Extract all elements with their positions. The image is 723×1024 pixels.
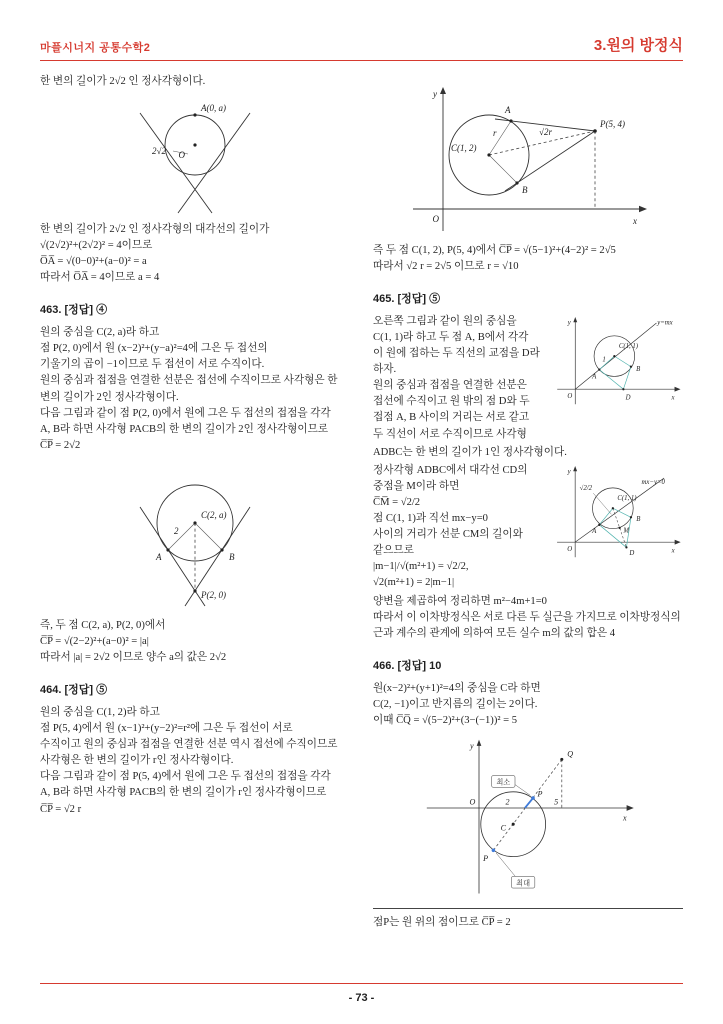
max-label: 최대 <box>515 878 530 888</box>
leader-min <box>515 784 530 795</box>
text-line: 점 P(5, 4)에서 원 (x−1)²+(y−2)²=r²에 그은 두 접선이 서로 <box>40 723 293 735</box>
solution-465-block1 <box>373 314 545 443</box>
text-line: 따라서 √2 r = 2√5 이므로 r = √10 <box>373 261 519 273</box>
label-line: mx−y=0 <box>641 478 665 486</box>
solution-466-body <box>373 681 683 729</box>
chapter-title: 3.원의 방정식 <box>593 37 683 54</box>
radius-CA <box>489 121 511 155</box>
text-line: 접점 A, B 사이의 거리는 서로 같고 <box>373 412 530 424</box>
two-column-layout <box>40 74 683 931</box>
left-column <box>40 74 350 931</box>
text-line: 접선에 수직이고 원 밖의 점 D와 두 <box>373 396 530 408</box>
text-line: 두 직선이 서로 수직이므로 사각형 <box>373 428 527 440</box>
label-O: O <box>567 545 573 553</box>
point-C <box>511 822 514 825</box>
text-line: 즉, 두 점 C(2, a), P(2, 0)에서 <box>40 619 166 631</box>
label-B: B <box>636 366 641 374</box>
y-axis-arrow <box>573 466 577 471</box>
figure-464-circle-axes <box>403 81 653 236</box>
point-C <box>487 153 490 156</box>
text-line: 점 C(1, 1)과 직선 mx−y=0 <box>373 513 488 525</box>
label-x: x <box>622 813 627 823</box>
intro-line: 한 변의 길이가 2√2 인 정사각형이다. <box>40 76 206 87</box>
book-title: 마플시너지 공통수학2 <box>40 42 151 54</box>
solution-465-row1 <box>373 314 683 443</box>
label-y: y <box>567 319 571 327</box>
radius-CA <box>168 523 195 550</box>
label-A: A(0, a) <box>201 103 226 114</box>
label-y: y <box>567 468 571 476</box>
text-line: 원의 중심을 C(2, a)라 하고 <box>40 327 160 339</box>
label-diagonal: √2r <box>539 127 552 137</box>
text-line: A, B라 하면 사각형 PACB의 한 변의 길이가 r인 정사각형이므로 <box>40 787 327 799</box>
label-D: D <box>629 549 635 557</box>
point-C <box>612 507 614 509</box>
page-header <box>40 34 683 61</box>
text-line: 원의 중심과 접점을 연결한 선분은 접선에 수직이므로 사각형은 한 <box>40 375 338 387</box>
text-line: 근과 계수의 관계에 의하여 모든 실수 m의 값의 합은 4 <box>373 627 616 639</box>
label-C: C(1, 1) <box>618 342 639 350</box>
point-P <box>193 589 196 592</box>
text-line: C̅P̅ = √2 r <box>40 803 82 815</box>
y-axis-arrow <box>476 739 481 745</box>
text-line: 다음 그림과 같이 점 P(2, 0)에서 원에 그은 두 접선의 접점을 각각 <box>40 407 331 419</box>
radius-CB <box>195 523 222 550</box>
text-line: C(2, −1)이고 반지름의 길이는 2이다. <box>373 698 538 710</box>
text-line: 따라서 O̅A̅ = 4이므로 a = 4 <box>40 272 160 284</box>
label-y: y <box>469 741 474 751</box>
line-y-mx <box>575 323 656 389</box>
label-C: C(1, 1) <box>617 494 637 502</box>
solution-466-final: 점P는 원 위의 점이므로 C̅P̅ = 2 <box>373 916 511 928</box>
point-C <box>193 521 196 524</box>
text-line: 원의 중심을 C(1, 2)라 하고 <box>40 706 160 718</box>
solution-463-after <box>40 618 350 666</box>
solution-465-tail <box>373 594 683 642</box>
label-O: O <box>432 214 439 224</box>
label-A: A <box>592 373 597 381</box>
figure-465-tangent-square <box>551 314 683 408</box>
point-P-min <box>531 796 535 800</box>
point-C <box>613 355 615 357</box>
figure-463-circle <box>90 461 300 611</box>
point-B <box>220 548 223 551</box>
label-radius: 1 <box>602 356 606 364</box>
text-line: 같으므로 <box>373 545 414 557</box>
text-line: 점 P(2, 0)에서 원 (x−2)²+(y−a)²=4에 그은 두 접선의 <box>40 343 268 355</box>
text-line: 따라서 |a| = 2√2 이므로 양수 a의 값은 2√2 <box>40 652 227 664</box>
point-D <box>625 546 627 548</box>
side-AD <box>599 525 626 548</box>
solution-463-body <box>40 325 350 454</box>
text-line: √2(m²+1) = 2|m−1| <box>373 577 455 589</box>
tangent-PB <box>505 131 595 191</box>
text-line: 수직이고 원의 중심과 접점을 연결한 선분 역시 접선에 수직이므로 <box>40 739 338 751</box>
text-line: C̅P̅ = 2√2 <box>40 439 81 451</box>
solution-464-body <box>40 705 350 818</box>
intro-after-lines <box>40 222 350 286</box>
text-line: 정사각형 ADBC에서 대각선 CD의 <box>373 464 528 476</box>
text-line: 양변을 제곱하여 정리하면 m²−4m+1=0 <box>373 595 547 607</box>
solution-465-block2 <box>373 463 545 592</box>
y-axis-arrow <box>440 87 446 94</box>
label-x: x <box>671 547 675 555</box>
label-5: 5 <box>553 797 558 807</box>
point-D <box>622 388 624 390</box>
point-P-max <box>491 848 495 852</box>
text-line: |m−1|/√(m²+1) = √2/2, <box>373 561 469 573</box>
text-line: 원(x−2)²+(y+1)²=4의 중심을 C라 하면 <box>373 682 541 694</box>
label-radius: 2 <box>174 525 179 536</box>
y-axis-arrow <box>573 317 577 322</box>
label-P: P(2, 0) <box>201 589 226 600</box>
label-Q: Q <box>566 749 573 759</box>
label-length: 2√2 <box>152 146 166 157</box>
segment-min <box>524 798 532 808</box>
point-B <box>515 181 518 184</box>
solution-465-row2 <box>373 463 683 592</box>
text-line: 다음 그림과 같이 점 P(5, 4)에서 원에 그은 두 접선의 접점을 각각 <box>40 771 331 783</box>
label-y: y <box>433 89 437 99</box>
label-M: M <box>623 527 630 535</box>
label-CM-length: √2/2 <box>579 484 593 492</box>
point-B <box>630 516 632 518</box>
side-BD <box>623 367 631 390</box>
label-C: C(1, 2) <box>451 143 477 153</box>
label-C: C <box>500 823 506 833</box>
point-A <box>509 119 512 122</box>
label-x: x <box>671 394 675 402</box>
label-O: O <box>469 797 475 807</box>
label-O: O <box>567 393 573 401</box>
point-A <box>193 113 196 116</box>
label-B: B <box>522 185 528 195</box>
label-r: r <box>493 128 497 138</box>
text-line: 기울기의 곱이 −1이므로 두 접선이 서로 수직이다. <box>40 359 265 371</box>
figure-466-min-max <box>416 736 641 898</box>
min-label: 최소 <box>495 777 510 787</box>
point-M <box>619 526 621 528</box>
label-2: 2 <box>505 797 510 807</box>
label-B: B <box>636 515 641 523</box>
text-line: 중점을 M이라 하면 <box>373 480 460 492</box>
label-B: B <box>229 551 235 562</box>
radius-CB <box>489 155 517 183</box>
solution-466-title: 466. [정답] 10 <box>373 659 442 672</box>
text-line: 이때 C̅Q̅ = √(5−2)²+(3−(−1))² = 5 <box>373 714 518 726</box>
label-P-min: P <box>537 789 542 799</box>
label-O: O <box>178 150 185 161</box>
tangent-line <box>178 113 250 213</box>
text-line: A, B라 하면 사각형 PACB의 한 변의 길이가 2인 정사각형이므로 <box>40 423 329 435</box>
label-C: C(2, a) <box>201 509 227 520</box>
label-D: D <box>625 394 631 402</box>
solution-463-title: 463. [정답] ④ <box>40 304 108 317</box>
text-line: √(2√2)²+(2√2)² = 4이므로 <box>40 240 153 252</box>
x-axis-arrow <box>675 539 681 544</box>
side-CA <box>599 356 614 370</box>
point-A <box>598 368 600 370</box>
text-line: 이 원에 접하는 두 직선의 교점을 D라 <box>373 348 540 360</box>
page-footer <box>40 983 683 1004</box>
text-line: 원의 중심과 접점을 연결한 선분은 <box>373 380 527 392</box>
side-CB <box>614 356 631 367</box>
point-O <box>193 143 196 146</box>
solution-465-mid: ADBC는 한 변의 길이가 1인 정사각형이다. <box>373 446 567 458</box>
label-A: A <box>592 527 597 535</box>
text-line: 즉 두 점 C(1, 2), P(5, 4)에서 C̅P̅ = √(5−1)²+(4−2)² = 2√5 <box>373 245 616 256</box>
text-line: C̅M̅ = √2/2 <box>373 496 421 508</box>
label-A: A <box>156 551 162 562</box>
label-line: y=mx <box>657 319 673 327</box>
point-Q <box>560 758 563 761</box>
solution-464-after <box>373 243 683 275</box>
solution-465-title: 465. [정답] ⑤ <box>373 293 441 306</box>
label-x: x <box>633 216 637 226</box>
text-line: 변의 길이가 2인 정사각형이다. <box>40 391 179 403</box>
solution-464-title: 464. [정답] ⑤ <box>40 684 108 697</box>
figure-intro-circle-tangents <box>100 97 290 215</box>
text-line: 오른쪽 그림과 같이 원의 중심을 <box>373 315 517 327</box>
leader-line <box>593 493 611 514</box>
right-column <box>373 74 683 931</box>
label-P-max: P <box>482 853 488 863</box>
section-divider <box>373 908 683 909</box>
point-A <box>598 523 600 525</box>
page-number: - 73 - <box>348 992 375 1004</box>
point-P <box>593 129 597 133</box>
text-line: 사이의 거리가 선분 CM의 길이와 <box>373 529 523 541</box>
point-A <box>166 548 169 551</box>
side-AD <box>599 370 623 390</box>
text-line: 하자. <box>373 364 397 376</box>
x-axis-arrow <box>639 206 647 212</box>
point-B <box>630 365 632 367</box>
x-axis-arrow <box>626 805 633 811</box>
figure-465-midpoint <box>551 463 683 561</box>
text-line: 한 변의 길이가 2√2 인 정사각형의 대각선의 길이가 <box>40 224 270 236</box>
text-line: 사각형은 한 변의 길이가 r인 정사각형이다. <box>40 755 234 767</box>
text-line: C̅P̅ = √(2−2)²+(a−0)² = |a| <box>40 636 149 648</box>
text-line: O̅A̅ = √(0−0)²+(a−0)² = a <box>40 256 147 268</box>
label-A: A <box>505 105 511 115</box>
label-P: P(5, 4) <box>600 119 625 129</box>
x-axis-arrow <box>675 387 681 392</box>
text-line: 따라서 이 이차방정식은 서로 다른 두 실근을 가지므로 이차방정식의 <box>373 611 681 623</box>
text-line: C(1, 1)라 하고 두 점 A, B에서 각각 <box>373 332 529 343</box>
tangent-line <box>140 113 212 213</box>
